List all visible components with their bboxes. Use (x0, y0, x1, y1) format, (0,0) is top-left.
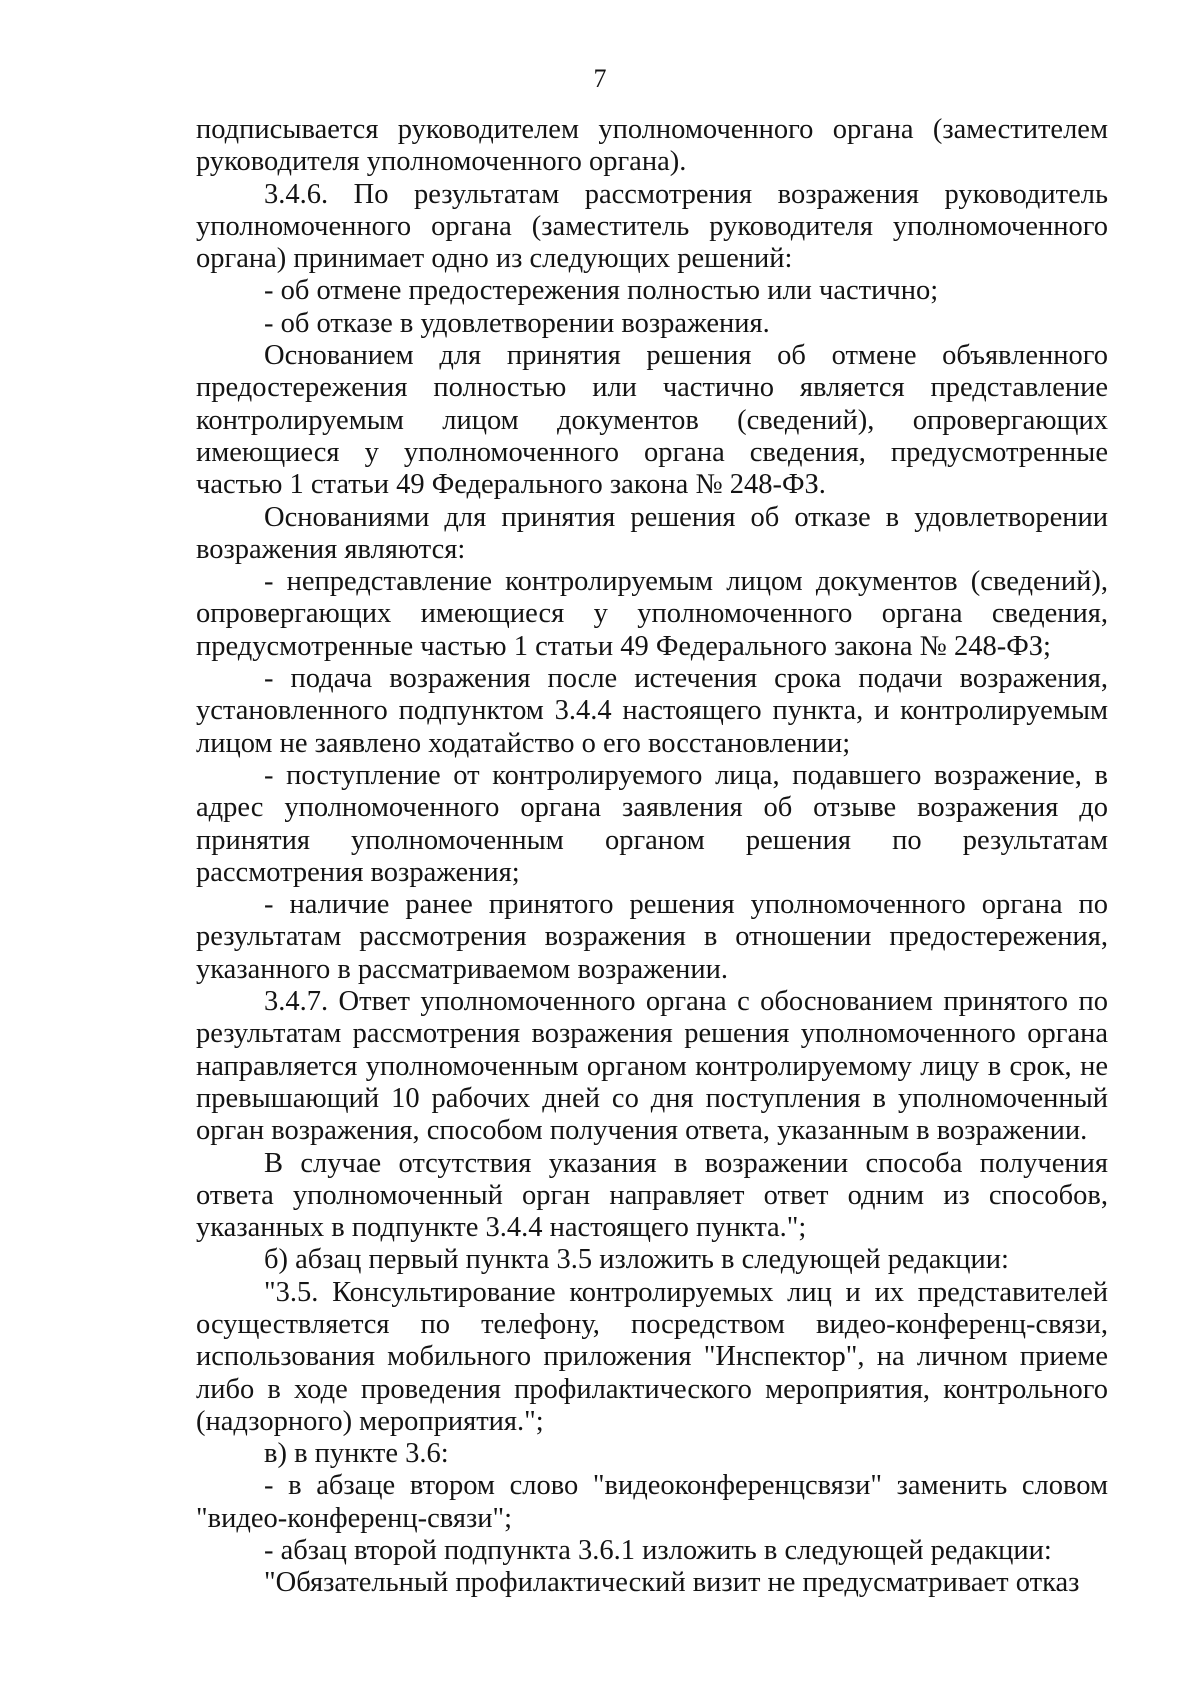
paragraph: "Обязательный профилактический визит не предусматривает отказ (264, 1567, 1080, 1599)
paragraph: б) абзац первый пункта 3.5 изложить в следующей редакции: (264, 1244, 1009, 1276)
paragraph: "3.5. Консультирование контролируемых лиц и их представителей осуществляется по телефону, посредством видео-конференц-связи, использования мобильного приложения "Инспектор", на личном приеме либо в ходе проведения профилактического мероприятия, контрольного (надзорного) мероприятия."; (196, 1276, 1108, 1437)
paragraph: в) в пункте 3.6: (264, 1438, 449, 1470)
page-number: 7 (593, 64, 607, 93)
paragraph: 3.4.6. По результатам рассмотрения возражения руководитель уполномоченного органа (заместитель руководителя уполномоченного органа) принимает одно из следующих решений: (196, 178, 1108, 275)
list-item: - наличие ранее принятого решения уполномоченного органа по результатам рассмотрения возражения в отношении предостережения, указанного в рассматриваемом возражении. (196, 889, 1108, 985)
paragraph: 3.4.7. Ответ уполномоченного органа с обоснованием принятого по результатам рассмотрения возражения решения уполномоченного органа направляется уполномоченным органом контролируемому лицу в срок, не превышающий 10 рабочих дней со дня поступления в уполномоченный орган возражения, способом получения ответа, указанным в возражении. (196, 986, 1108, 1147)
paragraph: подписывается руководителем уполномоченного органа (заместителем руководителя уполномоченного органа). (196, 114, 1108, 178)
list-item: - непредставление контролируемым лицом документов (сведений), опровергающих имеющиеся у уполномоченного органа сведения, предусмотренные частью 1 статьи 49 Федерального закона № 248-ФЗ; (196, 566, 1108, 662)
list-item: - поступление от контролируемого лица, подавшего возражение, в адрес уполномоченного органа заявления об отзыве возражения до принятия уполномоченным органом решения по результатам рассмотрения возражения; (196, 759, 1108, 888)
paragraph: Основанием для принятия решения об отмене объявленного предостережения полностью или частично является представление контролируемым лицом документов (сведений), опровергающих имеющиеся у уполномоченного органа сведения, предусмотренные частью 1 статьи 49 Федерального закона № 248-ФЗ. (196, 340, 1108, 501)
list-item: - абзац второй подпункта 3.6.1 изложить в следующей редакции: (264, 1535, 1052, 1567)
list-item: - об отказе в удовлетворении возражения. (264, 307, 770, 339)
list-item: - об отмене предостережения полностью или частично; (264, 275, 939, 307)
paragraph: В случае отсутствия указания в возражении способа получения ответа уполномоченный орган направляет ответ одним из способов, указанных в подпункте 3.4.4 настоящего пункта."; (196, 1147, 1108, 1244)
list-item: - в абзаце втором слово "видеоконференцсвязи" заменить словом "видео-конференц-связи"; (196, 1470, 1108, 1534)
document-body (196, 114, 1108, 1600)
list-item: - подача возражения после истечения срока подачи возражения, установленного подпунктом 3.4.4 настоящего пункта, и контролируемым лицом не заявлено ходатайство о его восстановлении; (196, 663, 1108, 759)
paragraph: Основаниями для принятия решения об отказе в удовлетворении возражения являются: (196, 501, 1108, 565)
